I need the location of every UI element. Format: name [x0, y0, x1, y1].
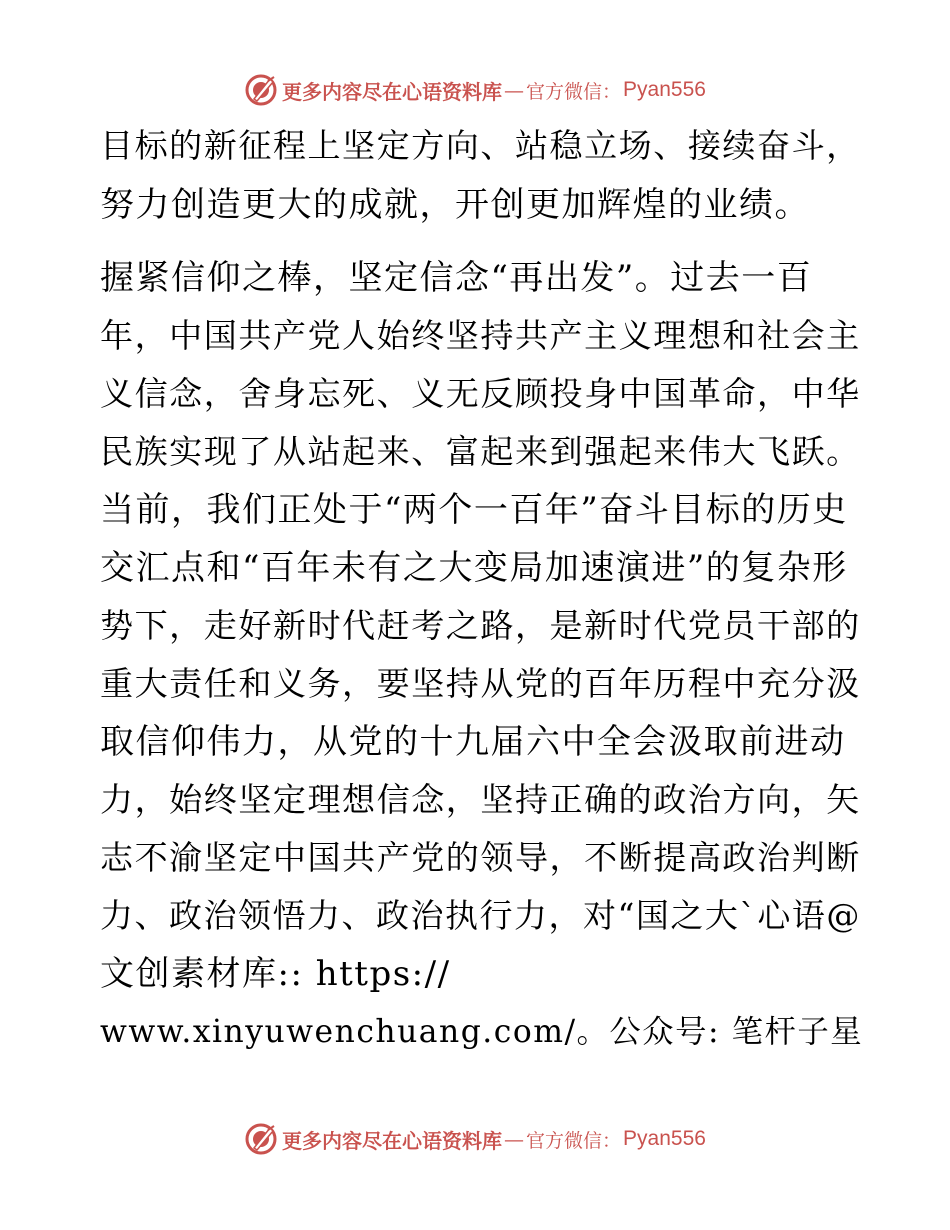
header-banner	[0, 70, 950, 110]
brand-logo-icon	[244, 1122, 278, 1156]
text-line: 势下，走好新时代赶考之路，是新时代党员干部的	[100, 606, 861, 645]
text-line: 交汇点和“百年未有之大变局加速演进”的复杂形	[100, 548, 848, 588]
banner-official-label: 官方微信：	[526, 1129, 622, 1152]
brand-logo-icon	[244, 73, 278, 107]
banner-dash: —	[504, 78, 525, 102]
banner-official-label: 官方微信：	[526, 80, 622, 103]
text-line: 力，始终坚定理想信念，坚持正确的政治方向，矢	[100, 780, 861, 819]
text-line: 重大责任和义务，要坚持从党的百年历程中充分汲	[100, 664, 861, 703]
banner-text: 更多内容尽在心语资料库	[282, 1128, 503, 1153]
text-line: 取信仰伟力，从党的十九届六中全会汲取前进动	[100, 722, 846, 762]
footer-banner	[0, 1119, 950, 1159]
banner-wechat-id: Pyan556	[623, 1127, 706, 1150]
banner-dash: —	[504, 1127, 525, 1151]
text-line: 民族实现了从站起来、富起来到强起来伟大飞跃。	[100, 432, 861, 471]
text-line: 目标的新征程上坚定方向、站稳立场、接续奋斗，	[100, 126, 861, 165]
banner-text: 更多内容尽在心语资料库	[282, 79, 503, 104]
text-line: 年，中国共产党人始终坚持共产主义理想和社会主	[100, 316, 861, 355]
banner-wechat-id: Pyan556	[623, 78, 706, 101]
text-line: 志不渝坚定中国共产党的领导，不断提高政治判断	[100, 838, 861, 877]
text-line: www.xinyuwenchuang.com/。公众号: 笔杆子星	[100, 1014, 864, 1050]
text-line: 握紧信仰之棒，坚定信念“再出发”。过去一百	[100, 258, 813, 298]
text-line: 当前，我们正处于“两个一百年”奋斗目标的历史	[100, 490, 848, 530]
text-line: 力、政治领悟力、政治执行力，对“国之大`心语@	[100, 896, 861, 935]
text-line: 文创素材库:: https://	[100, 954, 451, 994]
text-line: 努力创造更大的成就，开创更加辉煌的业绩。	[100, 185, 810, 225]
text-line: 义信念，舍身忘死、义无反顾投身中国革命，中华	[100, 374, 861, 413]
